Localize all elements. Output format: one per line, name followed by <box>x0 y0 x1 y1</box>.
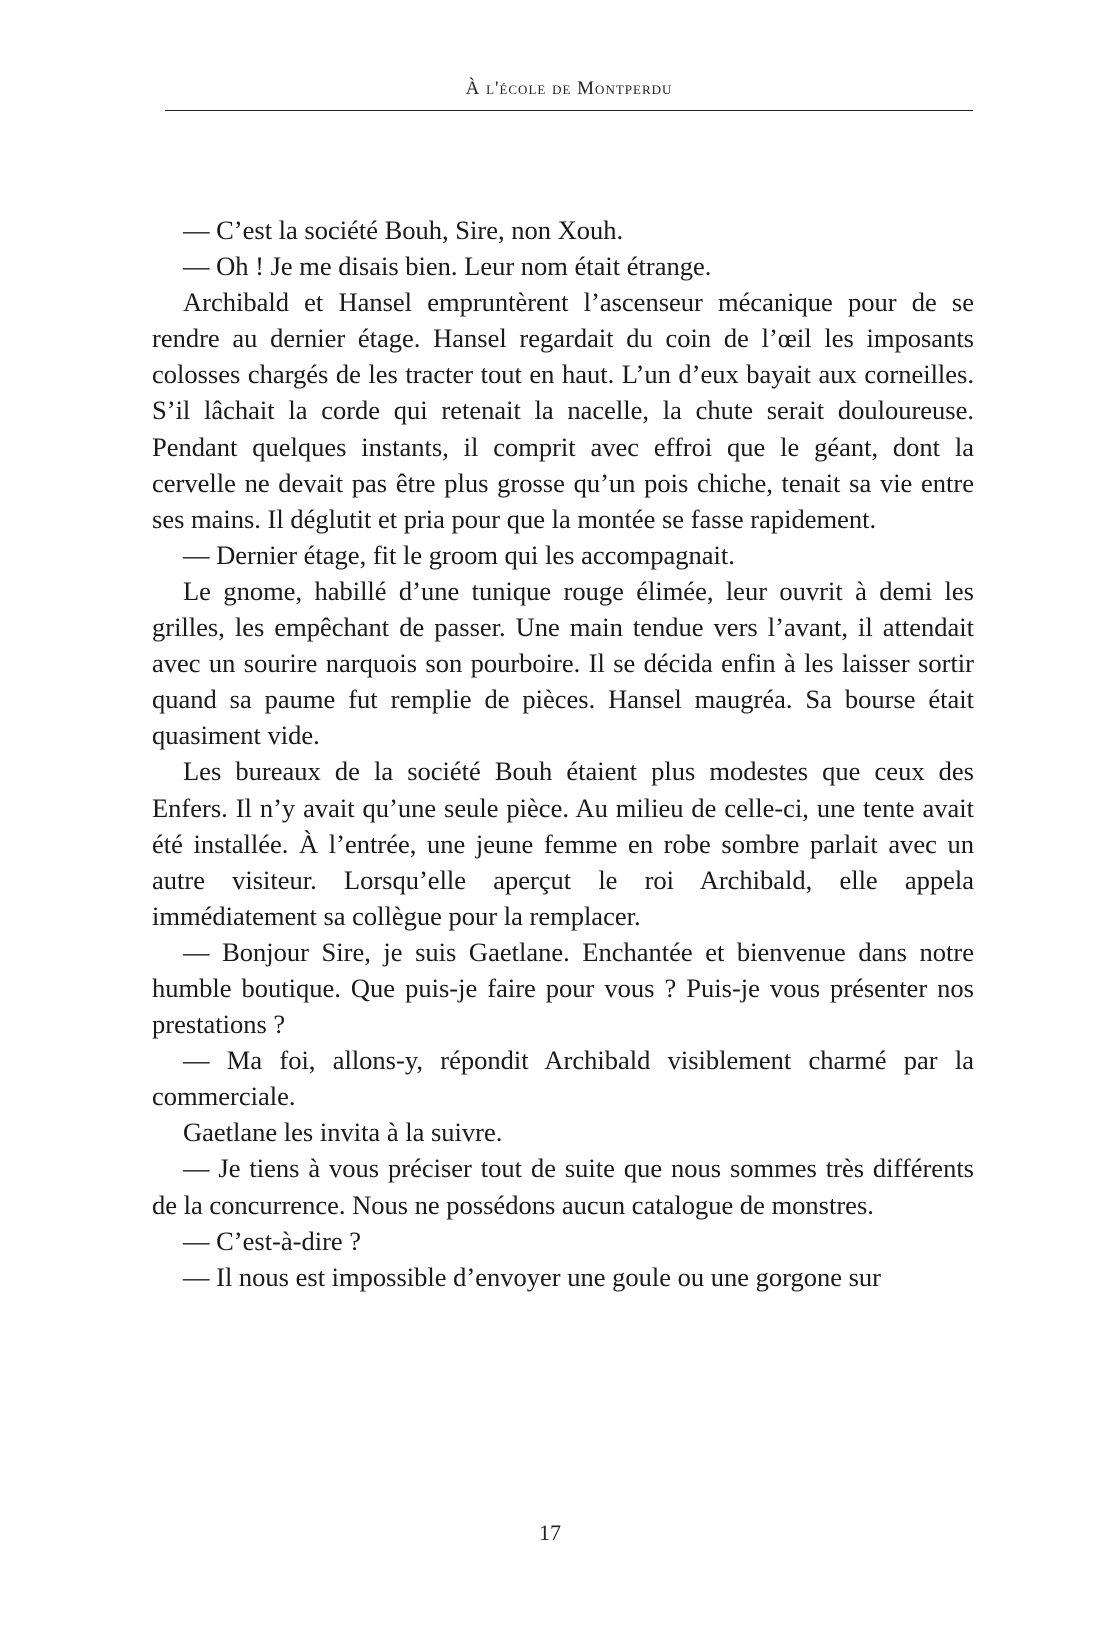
paragraph: Gaetlane les invita à la suivre. <box>183 1117 503 1148</box>
paragraph: — Ma foi, allons-y, répondit Archibald visiblement charmé par la commerciale. <box>152 1045 974 1112</box>
paragraph: — C’est la société Bouh, Sire, non Xouh. <box>183 215 624 245</box>
paragraph: — Bonjour Sire, je suis Gaetlane. Enchantée et bienvenue dans notre humble boutique. Que puis-je faire pour vous ? Puis-je vous présenter nos prestations ? <box>152 936 974 1040</box>
paragraph: — Oh ! Je me disais bien. Leur nom était étrange. <box>183 251 712 282</box>
paragraph: Archibald et Hansel empruntèrent l’ascenseur mécanique pour de se rendre au dernier étage. Hansel regardait du coin de l’œil les imposants colosses chargés de les tracter tout en haut. L’un d’eux bayait aux corneilles. S’il lâchait la corde qui retenait la nacelle, la chute serait douloureuse. Pendant quelques instants, il comprit avec effroi que le géant, dont la cervelle ne devait pas être plus grosse qu’un pois chiche, tenait sa vie entre ses mains. Il déglutit et pria pour que la montée se fasse rapidement. <box>152 287 974 534</box>
paragraph: Le gnome, habillé d’une tunique rouge élimée, leur ouvrit à demi les grilles, les empêchant de passer. Une main tendue vers l’avant, il attendait avec un sourire narquois son pourboire. Il se décida enfin à les laisser sortir quand sa paume fut remplie de pièces. Hansel maugréa. Sa bourse était quasiment vide. <box>152 575 974 751</box>
paragraph: — Il nous est impossible d’envoyer une goule ou une gorgone sur <box>183 1261 881 1292</box>
running-head: À l'école de Montperdu <box>465 78 673 99</box>
paragraph: Les bureaux de la société Bouh étaient plus modestes que ceux des Enfers. Il n’y avait qu’une seule pièce. Au milieu de celle-ci, une tente avait été installée. À l’entrée, une jeune femme en robe sombre parlait avec un autre visiteur. Lorsqu’elle aperçut le roi Archibald, elle appela immédiatement sa collègue pour la remplacer. <box>152 756 974 931</box>
body-text <box>152 212 974 1295</box>
page-number: 17 <box>539 1520 561 1545</box>
header-rule <box>165 110 973 111</box>
paragraph: — Je tiens à vous préciser tout de suite que nous sommes très différents de la concurrence. Nous ne possédons aucun catalogue de monstres. <box>152 1153 974 1220</box>
paragraph: — Dernier étage, fit le groom qui les accompagnait. <box>183 539 735 570</box>
paragraph: — C’est-à-dire ? <box>183 1225 362 1256</box>
